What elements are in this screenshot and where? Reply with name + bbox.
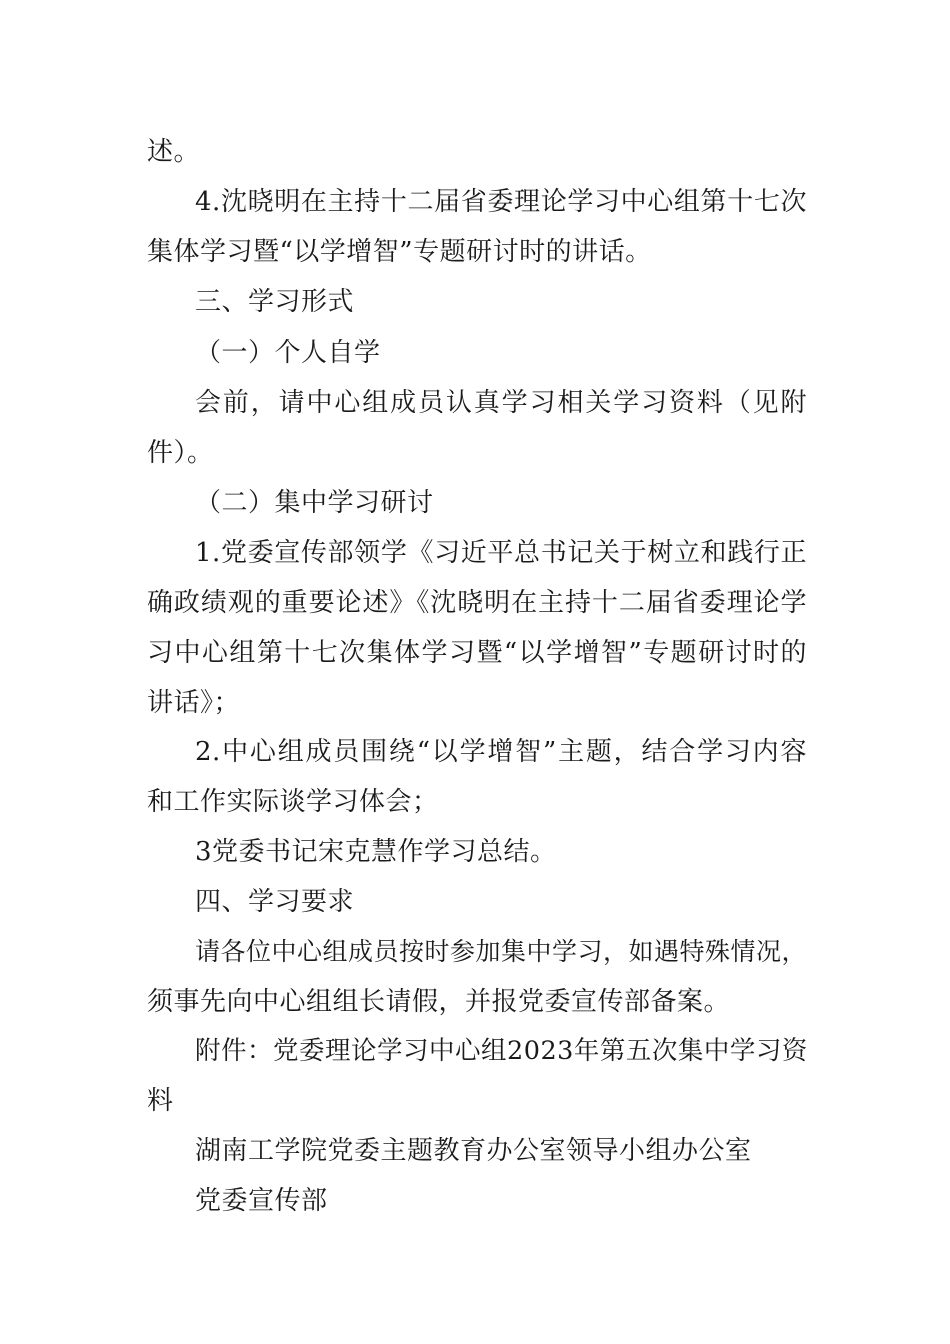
attachment-line: 附件：党委理论学习中心组2023年第五次集中学习资 xyxy=(195,1036,808,1066)
text-line-17: 请各位中心组成员按时参加集中学习，如遇特殊情况， xyxy=(195,937,808,966)
text-line-18: 须事先向中心组组长请假，并报党委宣传部备案。 xyxy=(147,987,731,1017)
text-line-2: 4.沈晓明在主持十二届省委理论学习中心组第十七次 xyxy=(195,187,807,217)
section-heading-4: 四、学习要求 xyxy=(195,887,355,917)
text-line-1: 述。 xyxy=(147,137,201,167)
text-line-6: 会前，请中心组成员认真学习相关学习资料（见附 xyxy=(195,388,807,418)
text-line-10: 确政绩观的重要论述》《沈晓明在主持十二届省委理论学 xyxy=(147,588,807,618)
text-line-14: 和工作实际谈学习体会； xyxy=(147,787,439,817)
text-line-13: 2.中心组成员围绕“以学增智”主题，结合学习内容 xyxy=(195,737,807,767)
text-line-15: 3党委书记宋克慧作学习总结。 xyxy=(195,837,557,867)
signature-org-1: 湖南工学院党委主题教育办公室领导小组办公室 xyxy=(195,1136,752,1166)
text-line-9: 1.党委宣传部领学《习近平总书记关于树立和践行正 xyxy=(195,538,807,568)
text-line-3: 集体学习暨“以学增智”专题研讨时的讲话。 xyxy=(147,237,652,267)
text-line-11: 习中心组第十七次集体学习暨“以学增智”专题研讨时的 xyxy=(147,638,807,668)
subheading-2: （二）集中学习研讨 xyxy=(195,488,434,518)
text-line-12: 讲话》； xyxy=(147,688,241,718)
subheading-1: （一）个人自学 xyxy=(195,338,381,368)
text-line-7: 件）。 xyxy=(147,438,214,468)
attachment-line-cont: 料 xyxy=(147,1086,174,1116)
section-heading-3: 三、学习形式 xyxy=(195,287,355,317)
signature-org-2: 党委宣传部 xyxy=(195,1186,328,1216)
